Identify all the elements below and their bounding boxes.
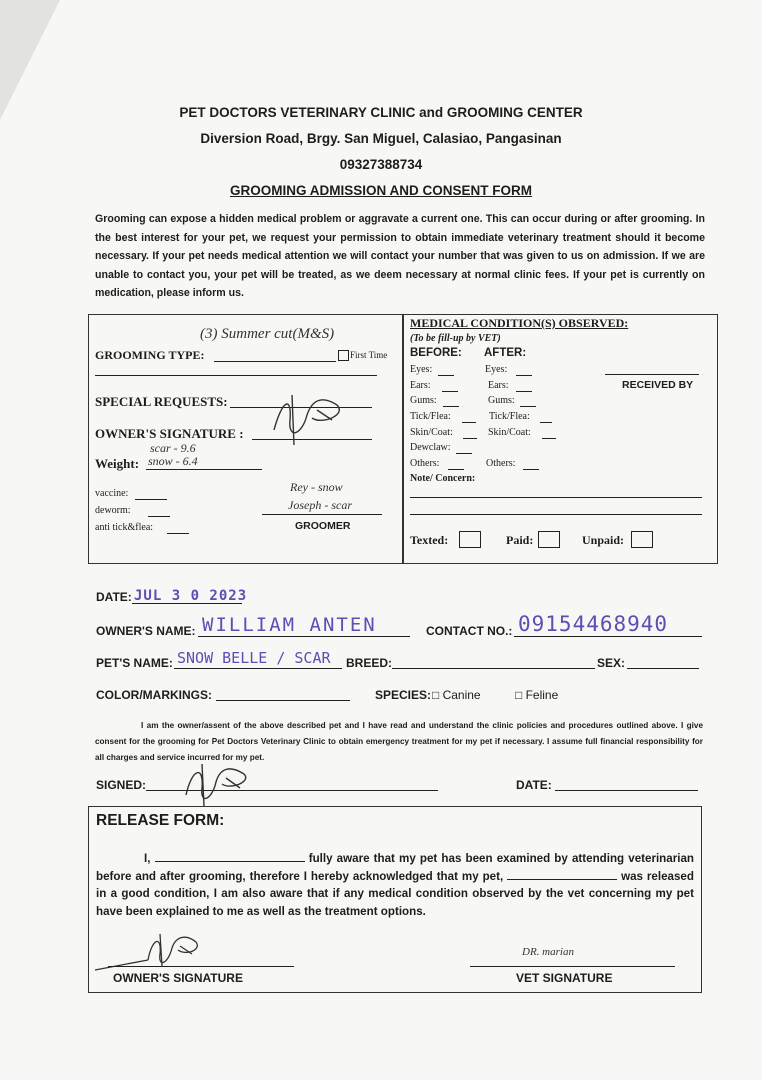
before-tick-line [462, 422, 476, 423]
contact-value: 09154468940 [518, 612, 669, 636]
release-title: RELEASE FORM: [96, 812, 225, 829]
groomer-line [262, 514, 382, 515]
owner-name-line [198, 636, 410, 637]
paid-checkbox[interactable] [538, 531, 560, 548]
medical-subtitle: (To be fill-up by VET) [410, 333, 501, 344]
groomer-line-1: Rey - snow [290, 480, 343, 494]
weight-line-1: scar - 9.6 [150, 441, 196, 455]
canine-option[interactable]: □ Canine [432, 688, 481, 702]
received-by-label: RECEIVED BY [622, 379, 694, 391]
release-text-2: fully aware that my pet has been examined by attending veterinarian before and after grooming, therefore I hereby acknowledged that my pet, [96, 852, 694, 883]
after-gums-line [520, 406, 536, 407]
before-dewclaw: Dewclaw: [410, 442, 451, 453]
after-others-line [523, 469, 539, 470]
after-skin: Skin/Coat: [488, 427, 531, 438]
vet-sig-line [470, 966, 675, 967]
color-label: COLOR/MARKINGS: [96, 688, 212, 702]
anti-tick-label: anti tick&flea: [95, 522, 154, 533]
before-eyes-line [438, 375, 454, 376]
medical-title: MEDICAL CONDITION(S) OBSERVED: [410, 316, 629, 330]
groomer-line-2: Joseph - scar [288, 498, 352, 512]
owner-signature-mark-2 [178, 760, 258, 810]
deworm-line [148, 516, 170, 517]
release-name-blank [155, 850, 305, 862]
before-tick: Tick/Flea: [410, 411, 451, 422]
vaccine-label: vaccine: [95, 488, 129, 499]
first-time-checkbox[interactable] [338, 350, 349, 361]
note-line-1 [410, 497, 702, 498]
grooming-type-line-2 [95, 375, 377, 376]
page-fold [0, 0, 60, 120]
clinic-address: Diversion Road, Brgy. San Miguel, Calasiao, Pangasinan [200, 131, 562, 146]
sex-label: SEX: [597, 656, 626, 670]
before-gums-line [443, 406, 459, 407]
owner-signature-mark-1 [262, 390, 352, 450]
before-eyes: Eyes: [410, 364, 433, 375]
after-eyes: Eyes: [485, 364, 508, 375]
release-paragraph [96, 850, 694, 920]
weight-label: Weight: [95, 456, 140, 471]
breed-line [392, 668, 595, 669]
signed-date-line [555, 790, 698, 791]
contact-line [514, 636, 702, 637]
anti-tick-line [167, 533, 189, 534]
pet-name-label: PET'S NAME: [96, 656, 173, 670]
owner-name-label: OWNER'S NAME: [96, 624, 196, 638]
owner-name-value: WILLIAM ANTEN [202, 614, 377, 636]
form-title: GROOMING ADMISSION AND CONSENT FORM [230, 183, 532, 198]
first-time-label: First Time [350, 350, 388, 360]
contact-label: CONTACT NO.: [426, 624, 513, 638]
special-requests-label: SPECIAL REQUESTS: [95, 394, 228, 409]
weight-line-2: snow - 6.4 [148, 454, 198, 468]
before-dewclaw-line [456, 453, 472, 454]
received-by-line [605, 374, 699, 375]
owner-sig-line [108, 966, 294, 967]
texted-label: Texted: [410, 533, 449, 547]
paid-label: Paid: [506, 533, 534, 547]
pet-name-line [174, 668, 342, 669]
feline-option[interactable]: □ Feline [515, 688, 559, 702]
deworm-label: deworm: [95, 505, 131, 516]
vet-sig-value: DR. marian [522, 946, 574, 958]
unpaid-label: Unpaid: [582, 533, 625, 547]
after-ears-line [516, 391, 532, 392]
before-ears: Ears: [410, 380, 431, 391]
groomer-label: GROOMER [295, 520, 351, 532]
before-others: Others: [410, 458, 440, 469]
pet-name-value: SNOW BELLE / SCAR [177, 649, 331, 667]
after-others: Others: [486, 458, 516, 469]
date-stamp: JUL 3 0 2023 [134, 588, 248, 604]
after-label: AFTER: [484, 347, 527, 359]
after-skin-line [542, 438, 556, 439]
after-gums: Gums: [488, 395, 515, 406]
texted-checkbox[interactable] [459, 531, 481, 548]
vaccine-line [135, 499, 167, 500]
after-tick: Tick/Flea: [489, 411, 530, 422]
release-text-1: I, [144, 852, 151, 865]
intro-paragraph: Grooming can expose a hidden medical problem or aggravate a current one. This can occur during or after grooming. In the best interest for your pet, we request your permission to obtain immediate veterinary treatment should it become necessary. If your pet needs medical attention we will contact your number that was given to us on admission. If we are unable to contact you, your pet will be treated, as we deem necessary at normal clinic fees. If your pet is currently on medication, please inform us. [95, 213, 705, 299]
before-others-line [448, 469, 464, 470]
after-ears: Ears: [488, 380, 509, 391]
note-label: Note/ Concern: [410, 473, 476, 484]
note-line-2 [410, 514, 702, 515]
before-gums: Gums: [410, 395, 437, 406]
consent-paragraph: I am the owner/assent of the above described pet and I have read and understand the clinic policies and procedures outlined above. I give consent for the grooming for Pet Doctors Veterinary Clinic to obtain emergency treatment for my pet if necessary. I assume full financial responsibility for all charges and service incurred for my pet. [95, 721, 703, 762]
release-pet-blank [507, 868, 617, 880]
before-label: BEFORE: [410, 347, 462, 359]
date-line [132, 603, 242, 604]
grooming-type-line [214, 361, 336, 362]
before-ears-line [442, 391, 458, 392]
species-label: SPECIES: [375, 688, 432, 702]
owner-signature-mark-3 [90, 930, 220, 975]
vet-sig-label: VET SIGNATURE [516, 971, 613, 985]
after-eyes-line [516, 375, 532, 376]
signed-label: SIGNED: [96, 778, 147, 792]
before-skin-line [463, 438, 477, 439]
grooming-type-value: (3) Summer cut(M&S) [200, 326, 335, 342]
before-skin: Skin/Coat: [410, 427, 453, 438]
unpaid-checkbox[interactable] [631, 531, 653, 548]
grooming-type-label: GROOMING TYPE: [95, 348, 205, 362]
clinic-name: PET DOCTORS VETERINARY CLINIC and GROOMING CENTER [179, 105, 583, 120]
sex-line [627, 668, 699, 669]
signed-date-label: DATE: [516, 778, 552, 792]
color-line [216, 700, 350, 701]
owners-signature-label: OWNER'S SIGNATURE : [95, 426, 244, 441]
weight-line [146, 469, 262, 470]
release-text-3: was released in a good condition, I am also aware that if any medical condition observed by the vet concerning my pet have been explained to me as well as the treatment options. [96, 869, 694, 918]
breed-label: BREED: [346, 656, 393, 670]
date-label: DATE: [96, 590, 132, 604]
after-tick-line [540, 422, 552, 423]
owner-sig-label: OWNER'S SIGNATURE [113, 971, 243, 985]
clinic-phone: 09327388734 [339, 157, 423, 172]
